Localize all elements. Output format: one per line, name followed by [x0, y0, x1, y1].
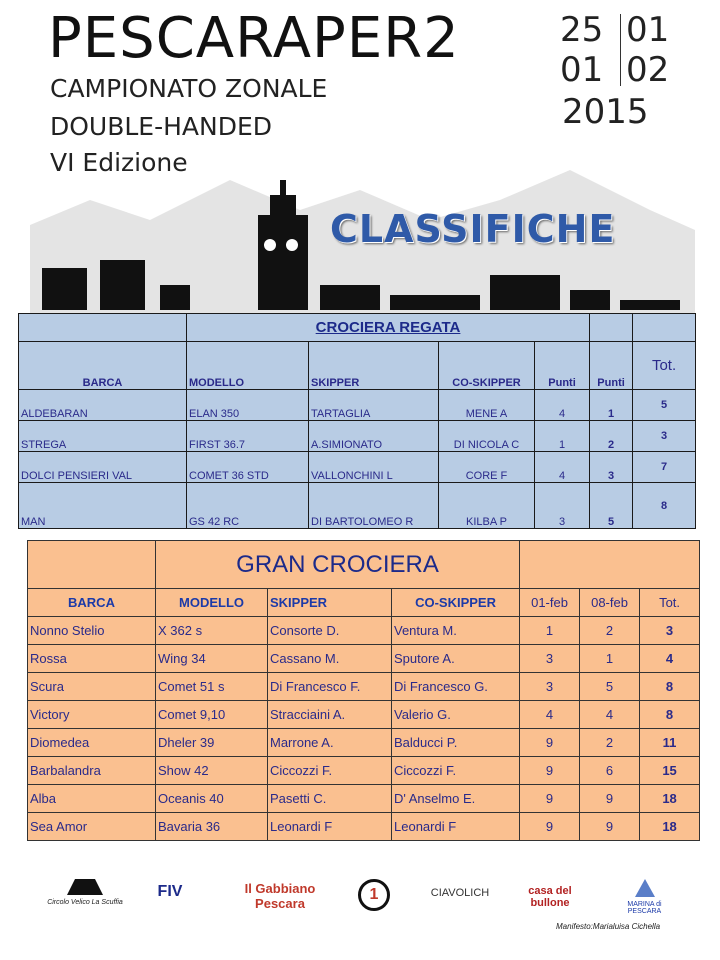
cell-punti1: 1: [535, 421, 590, 452]
cell-skipper: Marrone A.: [268, 729, 392, 757]
cell-modello: FIRST 36.7: [187, 421, 309, 452]
cell-coskipper: Ciccozzi F.: [392, 757, 520, 785]
cell-date1: 4: [520, 701, 580, 729]
cell-tot: 8: [640, 673, 700, 701]
table-row: [28, 757, 700, 785]
table1-header-modello: MODELLO: [187, 342, 309, 390]
table2-header-date1: 01-feb: [520, 589, 580, 617]
cell-date1: 1: [520, 617, 580, 645]
logo-number-one-icon: 1: [358, 879, 390, 911]
cell-tot: 7: [633, 452, 696, 483]
cell-skipper: Stracciaini A.: [268, 701, 392, 729]
logo-casa-del-bullone: casa del bullone: [528, 885, 572, 909]
cell-tot: 8: [640, 701, 700, 729]
table-gran-crociera: [27, 540, 700, 841]
date-end-month: 02: [626, 50, 670, 90]
cell-coskipper: DI NICOLA C: [439, 421, 535, 452]
cell-modello: Dheler 39: [156, 729, 268, 757]
cell-date2: 9: [580, 785, 640, 813]
table1-header-tot: Tot.: [633, 342, 696, 390]
cell-coskipper: KILBA P: [439, 483, 535, 529]
cell-date2: 5: [580, 673, 640, 701]
cell-skipper: Ciccozzi F.: [268, 757, 392, 785]
cell-skipper: VALLONCHINI L: [309, 452, 439, 483]
cell-coskipper: Ventura M.: [392, 617, 520, 645]
cell-barca: Barbalandra: [28, 757, 156, 785]
date-divider: [620, 14, 621, 86]
date-start-month: 01: [626, 10, 670, 50]
table1-header-punti1: Punti: [535, 342, 590, 390]
cell-tot: 18: [640, 785, 700, 813]
cell-date1: 9: [520, 813, 580, 841]
cell-modello: ELAN 350: [187, 390, 309, 421]
cell-tot: 15: [640, 757, 700, 785]
cell-modello: Oceanis 40: [156, 785, 268, 813]
table2-header-skipper: SKIPPER: [268, 589, 392, 617]
table-crociera-regata: [18, 313, 696, 529]
table2-header-barca: BARCA: [28, 589, 156, 617]
cell-date2: 2: [580, 617, 640, 645]
table-row: [28, 785, 700, 813]
cell-coskipper: Balducci P.: [392, 729, 520, 757]
cell-punti1: 4: [535, 452, 590, 483]
cell-date2: 1: [580, 645, 640, 673]
cell-coskipper: Leonardi F: [392, 813, 520, 841]
logo-circolo-velico: Circolo Velico La Scuffia: [40, 875, 130, 906]
logo-fiv: FIV: [157, 883, 183, 900]
table2-header-date2: 08-feb: [580, 589, 640, 617]
subtitle-double-handed: DOUBLE-HANDED: [50, 112, 273, 141]
cell-coskipper: Sputore A.: [392, 645, 520, 673]
table1-header-punti2: Punti: [590, 342, 633, 390]
table1-header-coskipper: CO-SKIPPER: [439, 342, 535, 390]
cell-tot: 8: [633, 483, 696, 529]
cell-coskipper: MENE A: [439, 390, 535, 421]
table2-title: GRAN CROCIERA: [156, 541, 520, 589]
cell-coskipper: D' Anselmo E.: [392, 785, 520, 813]
logo-ciavolich: CIAVOLICH: [430, 887, 490, 899]
cell-date2: 6: [580, 757, 640, 785]
page-title: PESCARAPER2: [48, 6, 460, 71]
cell-date2: 4: [580, 701, 640, 729]
cell-tot: 3: [633, 421, 696, 452]
cell-skipper: Leonardi F: [268, 813, 392, 841]
cell-skipper: TARTAGLIA: [309, 390, 439, 421]
cell-skipper: A.SIMIONATO: [309, 421, 439, 452]
cell-barca: Scura: [28, 673, 156, 701]
cell-barca: DOLCI PENSIERI VAL: [19, 452, 187, 483]
cell-tot: 4: [640, 645, 700, 673]
cell-modello: Show 42: [156, 757, 268, 785]
cell-punti2: 3: [590, 452, 633, 483]
subtitle-campionato: CAMPIONATO ZONALE: [50, 74, 328, 103]
cell-modello: COMET 36 STD: [187, 452, 309, 483]
table2-header-coskipper: CO-SKIPPER: [392, 589, 520, 617]
cell-modello: Comet 9,10: [156, 701, 268, 729]
table-row: [28, 645, 700, 673]
credit-text: Manifesto:Marialuisa Cichella: [556, 922, 661, 931]
banner-classifiche: CLASSIFICHE: [330, 207, 616, 251]
cell-barca: MAN: [19, 483, 187, 529]
cell-tot: 3: [640, 617, 700, 645]
cell-date2: 9: [580, 813, 640, 841]
date-start-day: 25: [560, 10, 604, 50]
cell-punti2: 5: [590, 483, 633, 529]
table2-header-tot: Tot.: [640, 589, 700, 617]
cell-skipper: DI BARTOLOMEO R: [309, 483, 439, 529]
cell-modello: Bavaria 36: [156, 813, 268, 841]
table-row: [28, 701, 700, 729]
cell-punti2: 1: [590, 390, 633, 421]
cell-skipper: Pasetti C.: [268, 785, 392, 813]
cell-punti1: 4: [535, 390, 590, 421]
cell-barca: Nonno Stelio: [28, 617, 156, 645]
cell-date1: 9: [520, 785, 580, 813]
cell-tot: 18: [640, 813, 700, 841]
cell-tot: 11: [640, 729, 700, 757]
table-row: [19, 483, 696, 529]
cell-date2: 2: [580, 729, 640, 757]
cell-coskipper: Di Francesco G.: [392, 673, 520, 701]
table1-header-skipper: SKIPPER: [309, 342, 439, 390]
date-year: 2015: [562, 92, 649, 132]
table-row: [19, 390, 696, 421]
sponsor-logos: [40, 875, 680, 925]
cell-modello: GS 42 RC: [187, 483, 309, 529]
table1-header-barca: BARCA: [19, 342, 187, 390]
cell-coskipper: Valerio G.: [392, 701, 520, 729]
cell-modello: Comet 51 s: [156, 673, 268, 701]
table-row: [28, 729, 700, 757]
cell-skipper: Di Francesco F.: [268, 673, 392, 701]
cell-barca: STREGA: [19, 421, 187, 452]
cell-punti1: 3: [535, 483, 590, 529]
cell-barca: Rossa: [28, 645, 156, 673]
logo-marina-pescara: MARINA di PESCARA: [622, 877, 667, 915]
cell-modello: X 362 s: [156, 617, 268, 645]
cell-barca: Victory: [28, 701, 156, 729]
cell-date1: 9: [520, 757, 580, 785]
subtitle-edition: VI Edizione: [50, 148, 188, 177]
table-row: [19, 452, 696, 483]
cell-coskipper: CORE F: [439, 452, 535, 483]
table1-title: CROCIERA REGATA: [187, 314, 590, 342]
table-row: [28, 813, 700, 841]
cell-tot: 5: [633, 390, 696, 421]
cell-barca: ALDEBARAN: [19, 390, 187, 421]
cell-barca: Sea Amor: [28, 813, 156, 841]
table-row: [19, 421, 696, 452]
table-row: [28, 673, 700, 701]
date-end-day: 01: [560, 50, 604, 90]
cell-date1: 3: [520, 645, 580, 673]
cell-barca: Alba: [28, 785, 156, 813]
table2-header-modello: MODELLO: [156, 589, 268, 617]
cell-barca: Diomedea: [28, 729, 156, 757]
cell-date1: 9: [520, 729, 580, 757]
cell-skipper: Consorte D.: [268, 617, 392, 645]
logo-gabbiano: Il Gabbiano Pescara: [244, 881, 316, 911]
cell-punti2: 2: [590, 421, 633, 452]
table-row: [28, 617, 700, 645]
cell-modello: Wing 34: [156, 645, 268, 673]
cell-date1: 3: [520, 673, 580, 701]
cell-skipper: Cassano M.: [268, 645, 392, 673]
